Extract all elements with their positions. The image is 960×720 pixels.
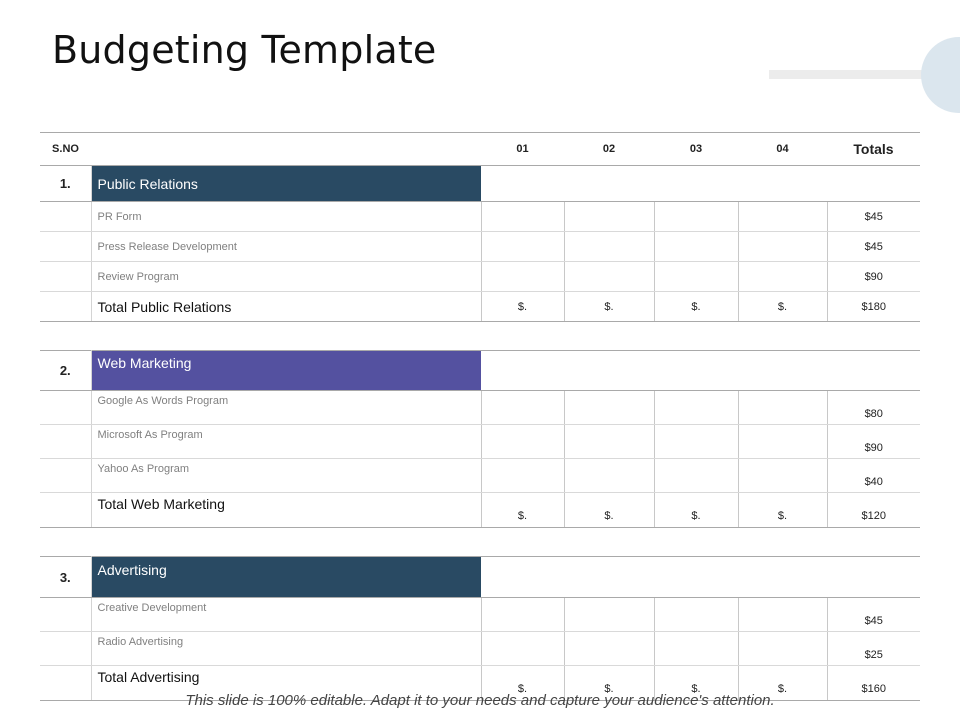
value-cell[interactable]: [481, 632, 564, 666]
value-cell[interactable]: [738, 232, 827, 262]
total-cell: $.: [481, 493, 564, 528]
total-cell: $.: [481, 666, 564, 701]
value-cell[interactable]: [564, 202, 654, 232]
section-number: 3.: [40, 557, 91, 598]
value-cell[interactable]: [481, 598, 564, 632]
value-cell[interactable]: [564, 632, 654, 666]
section-blank: [481, 351, 920, 391]
decorative-circle: [921, 37, 960, 113]
header-totals: Totals: [827, 133, 920, 166]
total-cell: $.: [738, 493, 827, 528]
total-cell: $.: [564, 292, 654, 322]
item-total: $90: [827, 425, 920, 459]
table-row: [40, 425, 920, 459]
value-cell[interactable]: [481, 391, 564, 425]
section-row: [40, 166, 920, 202]
value-cell[interactable]: [481, 459, 564, 493]
value-cell[interactable]: [481, 425, 564, 459]
section-total-row: [40, 493, 920, 528]
item-label: PR Form: [91, 202, 481, 232]
section-blank: [481, 557, 920, 598]
item-total: $45: [827, 232, 920, 262]
section-name: Web Marketing: [91, 351, 481, 391]
value-cell[interactable]: [654, 598, 738, 632]
total-cell: $.: [564, 493, 654, 528]
value-cell[interactable]: [738, 632, 827, 666]
section-total-value: $160: [827, 666, 920, 701]
value-cell[interactable]: [738, 425, 827, 459]
value-cell[interactable]: [654, 632, 738, 666]
section-row: [40, 351, 920, 391]
table-header-row: [40, 133, 920, 166]
item-label: Radio Advertising: [91, 632, 481, 666]
spacer-row: [40, 528, 920, 557]
value-cell[interactable]: [738, 391, 827, 425]
total-cell: $.: [481, 292, 564, 322]
table-row: [40, 598, 920, 632]
item-label: Yahoo As Program: [91, 459, 481, 493]
value-cell[interactable]: [738, 262, 827, 292]
total-cell: $.: [564, 666, 654, 701]
value-cell[interactable]: [738, 598, 827, 632]
value-cell[interactable]: [564, 459, 654, 493]
section-total-label: Total Public Relations: [91, 292, 481, 322]
footer-note: This slide is 100% editable. Adapt it to your needs and capture your audience's attention.: [185, 692, 775, 709]
item-label: Creative Development: [91, 598, 481, 632]
total-cell: $.: [654, 493, 738, 528]
value-cell[interactable]: [738, 459, 827, 493]
section-number: 2.: [40, 351, 91, 391]
table-row: [40, 632, 920, 666]
header-sno: S.NO: [40, 133, 91, 166]
value-cell[interactable]: [564, 598, 654, 632]
value-cell[interactable]: [481, 262, 564, 292]
item-label: Microsoft As Program: [91, 425, 481, 459]
total-cell: $.: [738, 666, 827, 701]
section-total-label: Total Advertising: [91, 666, 481, 701]
value-cell[interactable]: [564, 232, 654, 262]
value-cell[interactable]: [564, 262, 654, 292]
value-cell[interactable]: [654, 425, 738, 459]
section-total-value: $180: [827, 292, 920, 322]
section-name: Public Relations: [91, 166, 481, 202]
header-col-02: 02: [564, 133, 654, 166]
table-row: [40, 202, 920, 232]
item-label: Google As Words Program: [91, 391, 481, 425]
table-row: [40, 232, 920, 262]
item-total: $45: [827, 598, 920, 632]
value-cell[interactable]: [738, 202, 827, 232]
item-total: $45: [827, 202, 920, 232]
value-cell[interactable]: [564, 425, 654, 459]
value-cell[interactable]: [654, 232, 738, 262]
total-cell: $.: [738, 292, 827, 322]
value-cell[interactable]: [481, 232, 564, 262]
header-col-03: 03: [654, 133, 738, 166]
section-total-row: [40, 292, 920, 322]
value-cell[interactable]: [654, 202, 738, 232]
item-label: Review Program: [91, 262, 481, 292]
value-cell[interactable]: [654, 262, 738, 292]
item-total: $90: [827, 262, 920, 292]
value-cell[interactable]: [654, 391, 738, 425]
item-total: $40: [827, 459, 920, 493]
page-title: Budgeting Template: [52, 28, 437, 72]
item-total: $80: [827, 391, 920, 425]
table-row: [40, 391, 920, 425]
item-total: $25: [827, 632, 920, 666]
section-total-value: $120: [827, 493, 920, 528]
value-cell[interactable]: [481, 202, 564, 232]
budget-table: [40, 132, 920, 701]
value-cell[interactable]: [654, 459, 738, 493]
header-col-04: 04: [738, 133, 827, 166]
section-blank: [481, 166, 920, 202]
header-col-01: 01: [481, 133, 564, 166]
table-row: [40, 262, 920, 292]
section-total-label: Total Web Marketing: [91, 493, 481, 528]
item-label: Press Release Development: [91, 232, 481, 262]
section-name: Advertising: [91, 557, 481, 598]
section-number: 1.: [40, 166, 91, 202]
header-description: [91, 133, 481, 166]
total-cell: $.: [654, 666, 738, 701]
table-row: [40, 459, 920, 493]
spacer-row: [40, 322, 920, 351]
section-row: [40, 557, 920, 598]
value-cell[interactable]: [564, 391, 654, 425]
total-cell: $.: [654, 292, 738, 322]
